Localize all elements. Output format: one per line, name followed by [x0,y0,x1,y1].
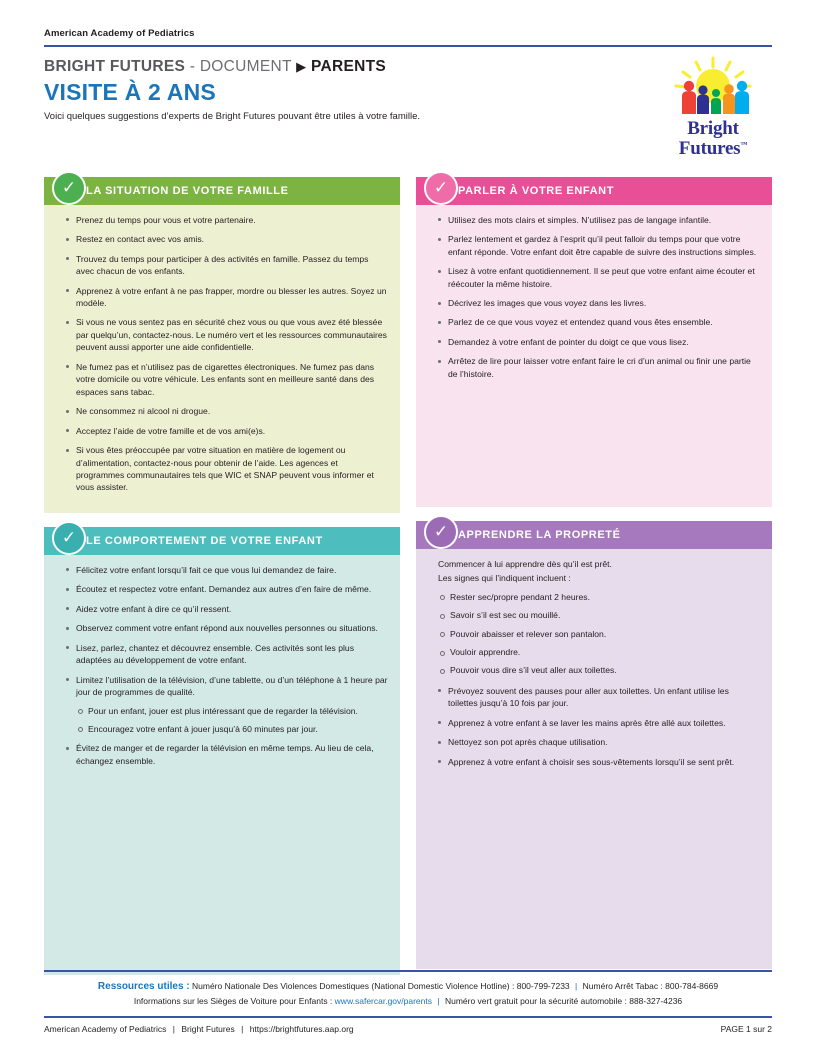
quitline-text: Numéro Arrêt Tabac : 800-784-8669 [582,981,719,992]
check-icon: ✓ [424,171,458,205]
safercar-link[interactable]: www.safercar.gov/parents [334,996,432,1007]
header-divider [44,45,772,47]
bright-futures-label: BRIGHT FUTURES [44,58,186,75]
cards-grid [44,177,772,975]
card-child-behavior-body [44,555,400,975]
talking-to-child-list [438,214,760,381]
footer-separator: | [575,981,578,992]
footer-divider-top [44,970,772,972]
list-item: Trouvez du temps pour participer à des activités en famille. Passez du temps avec chacun de vos enfants. [66,253,388,278]
header-text-block [44,56,420,122]
family-situation-list [66,214,388,494]
list-item: Apprenez à votre enfant à choisir ses sous-vêtements lorsqu’il se sent prêt. [438,756,760,768]
logo-wordmark-line1: Bright [687,118,739,139]
card-child-behavior [44,527,400,975]
page-footer [44,970,772,1034]
page-number: PAGE 1 sur 2 [720,1024,772,1034]
child-behavior-list [66,564,388,767]
child-behavior-sublist [76,705,388,736]
list-item: Demandez à votre enfant de pointer du doigt ce que vous lisez. [438,336,760,348]
footer-org: American Academy of Pediatrics [44,1024,167,1034]
list-item: Si vous ne vous sentez pas en sécurité chez vous ou que vous avez été blessée par quelqu’un, contactez-nous. Le numéro vert et les ressources communautaires peuvent aussi apporter une aide confidentielle. [66,316,388,353]
organization-name: American Academy of Pediatrics [44,28,195,39]
hotline-text: Numéro Nationale Des Violences Domestiques (National Domestic Violence Hotline) : 800-799-7233 [192,981,570,992]
footer-bright-futures: Bright Futures [181,1024,235,1034]
list-item: Prenez du temps pour vous et votre partenaire. [66,214,388,226]
toilet-signs-list [438,591,760,677]
list-item: Nettoyez son pot après chaque utilisation. [438,736,760,748]
sub-list-item: Pouvoir vous dire s’il veut aller aux toilettes. [438,664,760,676]
list-item: Lisez, parlez, chantez et découvrez ensemble. Ces activités sont les plus adaptées au développement de votre enfant. [66,642,388,667]
check-icon: ✓ [424,515,458,549]
sub-list-item: Rester sec/propre pendant 2 heures. [438,591,760,603]
list-item: Lisez à votre enfant quotidiennement. Il se peut que votre enfant aime écouter et réécouter la même histoire. [438,265,760,290]
footer-divider-bottom [44,1016,772,1018]
sub-list-item: Pour un enfant, jouer est plus intéressant que de regarder la télévision. [76,705,388,717]
right-column [416,177,772,975]
list-item: Parlez lentement et gardez à l’esprit qu’il peut falloir du temps pour que votre enfant réponde. Votre enfant doit être capable de suivre des instructions simples. [438,233,760,258]
document-kicker [44,58,420,76]
footer-separator: | [241,1024,244,1034]
list-item: Ne consommez ni alcool ni drogue. [66,405,388,417]
list-item: Écoutez et respectez votre enfant. Demandez aux autres d’en faire de même. [66,583,388,595]
card-family-situation [44,177,400,513]
card-toilet-training [416,521,772,969]
list-item: Si vous êtes préoccupée par votre situation en matière de logement ou d’alimentation, contactez-nous pour obtenir de l’aide. Les agences et programmes communautaires tels que WIC et SNAP peuvent vous informer et vous assister. [66,444,388,494]
logo-artwork-icon [658,56,768,118]
list-item [66,674,388,736]
page-subtitle: Voici quelques suggestions d’experts de Bright Futures pouvant être utiles à votre famille. [44,111,420,122]
page-title: VISITE À 2 ANS [44,79,216,105]
sub-list-item: Encouragez votre enfant à jouer jusqu’à 60 minutes par jour. [76,723,388,735]
list-item: Restez en contact avec vos amis. [66,233,388,245]
resources-label: Ressources utiles : [97,981,190,993]
left-column [44,177,400,975]
auto-safety-text: Numéro vert gratuit pour la sécurité automobile : 888-327-4236 [444,996,683,1007]
card-toilet-training-body [416,549,772,969]
card-talking-to-child-title: PARLER À VOTRE ENFANT [416,177,772,205]
list-item-text: Limitez l’utilisation de la télévision, d’une tablette, ou d’un téléphone à 1 heure par jour de programmes de qualité. [76,674,388,698]
check-icon: ✓ [52,521,86,555]
sub-list-item: Pouvoir abaisser et relever son pantalon. [438,628,760,640]
toilet-training-list [438,685,760,768]
footer-url[interactable]: https://brightfutures.aap.org [249,1024,354,1034]
footer-separator: | [437,996,440,1007]
logo-wordmark-line2 [654,139,772,158]
check-icon: ✓ [52,171,86,205]
kicker-dash: - [189,58,196,75]
list-item: Apprenez à votre enfant à se laver les mains après être allé aux toilettes. [438,717,760,729]
card-talking-to-child-body [416,205,772,507]
header-row [44,56,772,159]
toilet-intro-line-2: Les signes qui l’indiquent incluent : [438,573,571,584]
bright-futures-logo [654,56,772,159]
card-toilet-training-title: APPRENDRE LA PROPRETÉ [416,521,772,549]
resources-line-2 [44,995,772,1009]
list-item: Utilisez des mots clairs et simples. N’utilisez pas de langage infantile. [438,214,760,226]
footer-bottom-row [44,1024,772,1034]
list-item: Décrivez les images que vous voyez dans les livres. [438,297,760,309]
list-item: Évitez de manger et de regarder la télévision en même temps. Au lieu de cela, échangez ensemble. [66,742,388,767]
list-item: Apprenez à votre enfant à ne pas frapper, mordre ou blesser les autres. Soyez un modèle. [66,285,388,310]
card-child-behavior-title: LE COMPORTEMENT DE VOTRE ENFANT [44,527,400,555]
resources-line-1 [44,979,772,995]
parents-label: PARENTS [311,58,387,75]
list-item: Arrêtez de lire pour laisser votre enfant faire le cri d’un animal ou finir une partie de l’histoire. [438,355,760,380]
logo-wordmark-futures: Futures [678,138,741,160]
document-label: DOCUMENT [199,58,292,75]
sub-list-item: Savoir s’il est sec ou mouillé. [438,609,760,621]
carseat-text: Informations sur les Sièges de Voiture pour Enfants : [133,996,333,1007]
footer-separator: | [172,1024,175,1034]
card-family-situation-body [44,205,400,513]
arrow-icon: ▶ [296,59,307,74]
list-item: Félicitez votre enfant lorsqu’il fait ce que vous lui demandez de faire. [66,564,388,576]
footer-attribution [44,1024,354,1034]
list-item: Parlez de ce que vous voyez et entendez quand vous êtes ensemble. [438,316,760,328]
list-item: Aidez votre enfant à dire ce qu’il ressent. [66,603,388,615]
card-family-situation-title: LA SITUATION DE VOTRE FAMILLE [44,177,400,205]
list-item: Prévoyez souvent des pauses pour aller aux toilettes. Un enfant utilise les toilettes jusqu’à 10 fois par jour. [438,685,760,710]
list-item: Ne fumez pas et n’utilisez pas de cigarettes électroniques. Ne fumez pas dans votre domicile ou votre véhicule. Les enfants sont en meilleure santé dans des espaces sans tabac. [66,361,388,398]
list-item: Acceptez l’aide de votre famille et de vos ami(e)s. [66,425,388,437]
logo-trademark: ™ [740,141,748,150]
card-talking-to-child [416,177,772,507]
list-item: Observez comment votre enfant répond aux nouvelles personnes ou situations. [66,622,388,634]
sub-list-item: Vouloir apprendre. [438,646,760,658]
toilet-intro-line-1: Commencer à lui apprendre dès qu’il est prêt. [438,558,612,569]
